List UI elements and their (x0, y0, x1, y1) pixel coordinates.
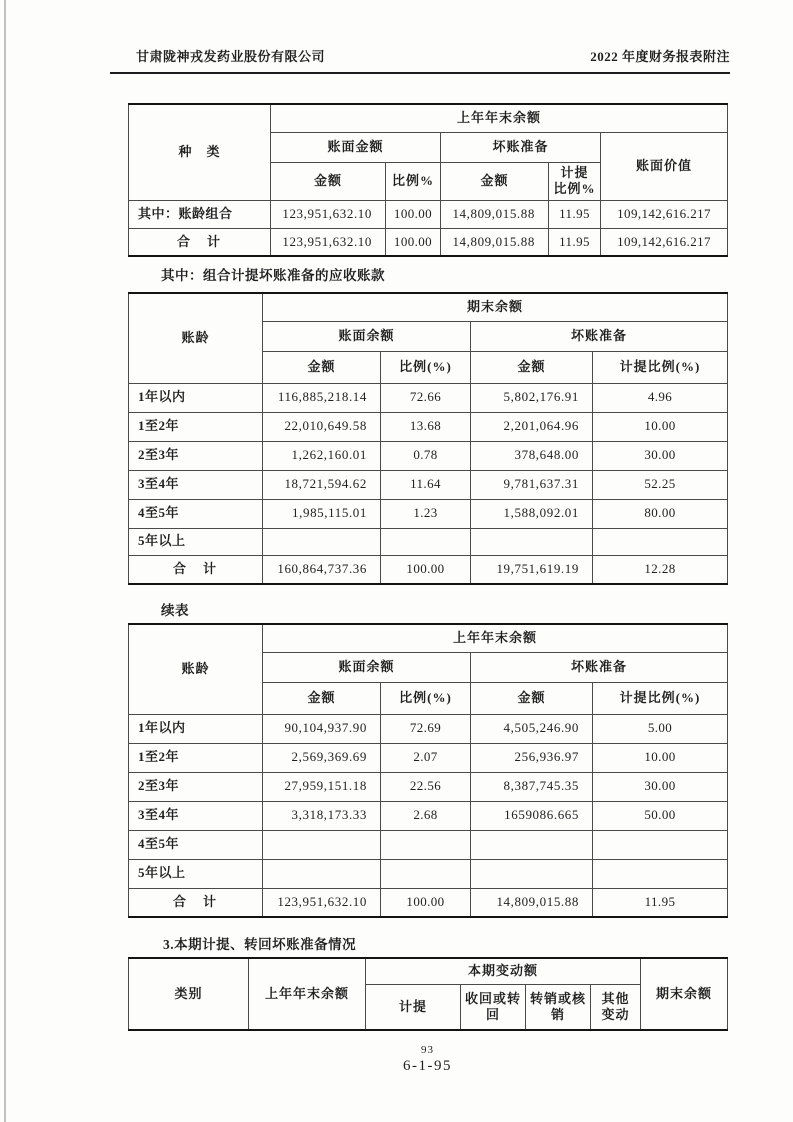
bad-debt-header-cell: 坏账准备 (471, 652, 728, 682)
aging-header-cell: 账龄 (129, 624, 263, 714)
table-row (129, 743, 728, 772)
aging-label-cell: 1至2年 (129, 743, 263, 772)
provision-changes-table (128, 957, 728, 1031)
prior-year-balance-header-cell: 上年年末余额 (263, 624, 728, 652)
prior-year-aging-table (128, 623, 728, 918)
category-header-cell: 种 类 (129, 104, 271, 200)
table-row (129, 528, 728, 555)
table-row (129, 859, 728, 888)
aging-label-cell: 3至4年 (129, 801, 263, 830)
provision-ratio-cell (593, 859, 728, 888)
amount-cell: 1,262,160.01 (263, 441, 381, 470)
amount-cell: 2,569,369.69 (263, 743, 381, 772)
aging-label-cell: 合 计 (129, 888, 263, 917)
table-row (129, 200, 728, 228)
book-value-cell: 109,142,616.217 (601, 200, 728, 228)
table-row (129, 499, 728, 528)
table-total-row (129, 555, 728, 584)
amount-header-cell: 金额 (441, 162, 549, 200)
amount-cell: 27,959,151.18 (263, 772, 381, 801)
bad-amount-cell: 2,201,064.96 (471, 412, 593, 441)
ratio-cell (381, 528, 471, 555)
bad-amount-cell (471, 830, 593, 859)
provision-ratio-cell: 11.95 (593, 888, 728, 917)
ending-balance-header-cell: 期末余额 (641, 958, 728, 1030)
table-total-row (129, 888, 728, 917)
book-value-cell: 109,142,616.217 (601, 228, 728, 256)
table-row (129, 383, 728, 412)
aging-label-cell: 1年以内 (129, 383, 263, 412)
aging-label-cell: 3至4年 (129, 470, 263, 499)
bad-amount-cell (471, 859, 593, 888)
amount-header-cell: 金额 (271, 162, 386, 200)
ratio-cell: 1.23 (381, 499, 471, 528)
company-name: 甘肃陇神戎发药业股份有限公司 (136, 49, 326, 64)
bad-debt-header-cell: 坏账准备 (441, 132, 601, 162)
amount-header-cell: 金额 (263, 682, 381, 714)
ratio-cell: 13.68 (381, 412, 471, 441)
aging-label-cell: 4至5年 (129, 499, 263, 528)
other-change-header-cell: 其他变动 (591, 984, 641, 1030)
bad-amount-cell: 5,802,176.91 (471, 383, 593, 412)
book-balance-header-cell: 账面余额 (263, 321, 471, 351)
amount-cell: 3,318,173.33 (263, 801, 381, 830)
bad-amount-cell: 4,505,246.90 (471, 714, 593, 743)
book-balance-header-cell: 账面余额 (263, 652, 471, 682)
amount-header-cell: 金额 (471, 682, 593, 714)
aging-label-cell: 5年以上 (129, 528, 263, 555)
amount-cell (263, 830, 381, 859)
aging-label-cell: 5年以上 (129, 859, 263, 888)
bad-amount-cell: 256,936.97 (471, 743, 593, 772)
ratio-cell: 11.64 (381, 470, 471, 499)
ratio-cell: 0.78 (381, 441, 471, 470)
provision-ratio-header-line2: 比例% (553, 181, 596, 196)
scan-edge-line (4, 0, 6, 1122)
aging-label-cell: 2至3年 (129, 441, 263, 470)
amount-header-cell: 金额 (263, 351, 381, 383)
continued-table-label: 续表 (161, 603, 189, 618)
bad-amount-cell: 14,809,015.88 (441, 228, 549, 256)
table-row (129, 772, 728, 801)
table-header-row (129, 624, 728, 652)
period-end-balance-header-cell: 期末余额 (263, 293, 728, 321)
provision-ratio-cell: 10.00 (593, 743, 728, 772)
bad-amount-cell: 9,781,637.31 (471, 470, 593, 499)
provision-ratio-cell (593, 528, 728, 555)
ratio-cell: 22.56 (381, 772, 471, 801)
row-label-cell: 合 计 (129, 228, 271, 256)
bad-amount-cell: 14,809,015.88 (441, 200, 549, 228)
ratio-header-cell: 比例(%) (381, 682, 471, 714)
writeoff-header-cell: 转销或核销 (526, 984, 591, 1030)
provision-ratio-header-cell (549, 162, 601, 200)
category-header-cell: 类别 (129, 958, 249, 1030)
provision-ratio-cell: 80.00 (593, 499, 728, 528)
ratio-cell: 2.68 (381, 801, 471, 830)
amount-cell: 123,951,632.10 (271, 228, 386, 256)
table-row (129, 830, 728, 859)
section3-title: 3.本期计提、转回坏账准备情况 (163, 937, 357, 952)
provision-ratio-cell: 30.00 (593, 772, 728, 801)
bad-amount-cell (471, 528, 593, 555)
provision-ratio-cell: 11.95 (549, 228, 601, 256)
amount-cell: 160,864,737.36 (263, 555, 381, 584)
table-total-row (129, 228, 728, 256)
bad-amount-cell: 1,588,092.01 (471, 499, 593, 528)
table-row (129, 470, 728, 499)
aging-header-cell: 账龄 (129, 293, 263, 383)
ratio-cell: 72.69 (381, 714, 471, 743)
provision-ratio-cell: 12.28 (593, 555, 728, 584)
provision-ratio-cell: 10.00 (593, 412, 728, 441)
provision-ratio-header-cell: 计提比例(%) (593, 351, 728, 383)
prior-balance-header-cell: 上年年末余额 (249, 958, 366, 1030)
ratio-cell: 100.00 (381, 555, 471, 584)
provision-ratio-cell: 30.00 (593, 441, 728, 470)
ratio-cell: 100.00 (386, 228, 441, 256)
provision-ratio-cell: 52.25 (593, 470, 728, 499)
amount-cell: 1,985,115.01 (263, 499, 381, 528)
amount-cell: 116,885,218.14 (263, 383, 381, 412)
bad-amount-cell: 1659086.665 (471, 801, 593, 830)
accrual-header-cell: 计提 (366, 984, 461, 1030)
table-row (129, 441, 728, 470)
book-amount-header-cell: 账面金额 (271, 132, 441, 162)
table-row (129, 412, 728, 441)
aging-label-cell: 4至5年 (129, 830, 263, 859)
provision-ratio-cell: 50.00 (593, 801, 728, 830)
provision-ratio-header-cell: 计提比例(%) (593, 682, 728, 714)
table-header-row (129, 104, 728, 132)
prior-year-summary-table (128, 103, 728, 257)
table-row (129, 714, 728, 743)
amount-cell: 18,721,594.62 (263, 470, 381, 499)
bad-amount-cell: 8,387,745.35 (471, 772, 593, 801)
bad-amount-cell: 14,809,015.88 (471, 888, 593, 917)
amount-cell: 22,010,649.58 (263, 412, 381, 441)
aging-label-cell: 1年以内 (129, 714, 263, 743)
ratio-cell (381, 830, 471, 859)
ratio-cell: 72.66 (381, 383, 471, 412)
prior-year-balance-header-cell: 上年年末余额 (271, 104, 728, 132)
period-end-aging-table (128, 292, 728, 585)
note-aging-portfolio: 其中：组合计提坏账准备的应收账款 (161, 268, 385, 283)
period-change-header-cell: 本期变动额 (366, 958, 641, 984)
ratio-header-cell: 比例% (386, 162, 441, 200)
provision-ratio-cell: 5.00 (593, 714, 728, 743)
book-value-header-cell: 账面价值 (601, 132, 728, 200)
amount-cell: 123,951,632.10 (263, 888, 381, 917)
provision-ratio-cell (593, 830, 728, 859)
ratio-cell: 100.00 (381, 888, 471, 917)
provision-ratio-cell: 4.96 (593, 383, 728, 412)
ratio-header-cell: 比例(%) (381, 351, 471, 383)
amount-header-cell: 金额 (471, 351, 593, 383)
recover-header-cell: 收回或转回 (461, 984, 526, 1030)
amount-cell (263, 859, 381, 888)
page-number: 93 (421, 1044, 434, 1056)
aging-label-cell: 2至3年 (129, 772, 263, 801)
bad-amount-cell: 378,648.00 (471, 441, 593, 470)
document-code: 6-1-95 (403, 1058, 452, 1074)
aging-label-cell: 合 计 (129, 555, 263, 584)
table-header-row (129, 958, 728, 984)
provision-ratio-header-line1: 计提 (560, 164, 589, 180)
report-title: 2022 年度财务报表附注 (590, 49, 730, 64)
bad-debt-header-cell: 坏账准备 (471, 321, 728, 351)
table-row (129, 801, 728, 830)
amount-cell: 90,104,937.90 (263, 714, 381, 743)
ratio-cell (381, 859, 471, 888)
page-header (110, 46, 730, 74)
ratio-cell: 2.07 (381, 743, 471, 772)
table-header-row (129, 293, 728, 321)
provision-ratio-cell: 11.95 (549, 200, 601, 228)
aging-label-cell: 1至2年 (129, 412, 263, 441)
amount-cell (263, 528, 381, 555)
ratio-cell: 100.00 (386, 200, 441, 228)
row-label-cell: 其中：账龄组合 (129, 200, 271, 228)
bad-amount-cell: 19,751,619.19 (471, 555, 593, 584)
amount-cell: 123,951,632.10 (271, 200, 386, 228)
